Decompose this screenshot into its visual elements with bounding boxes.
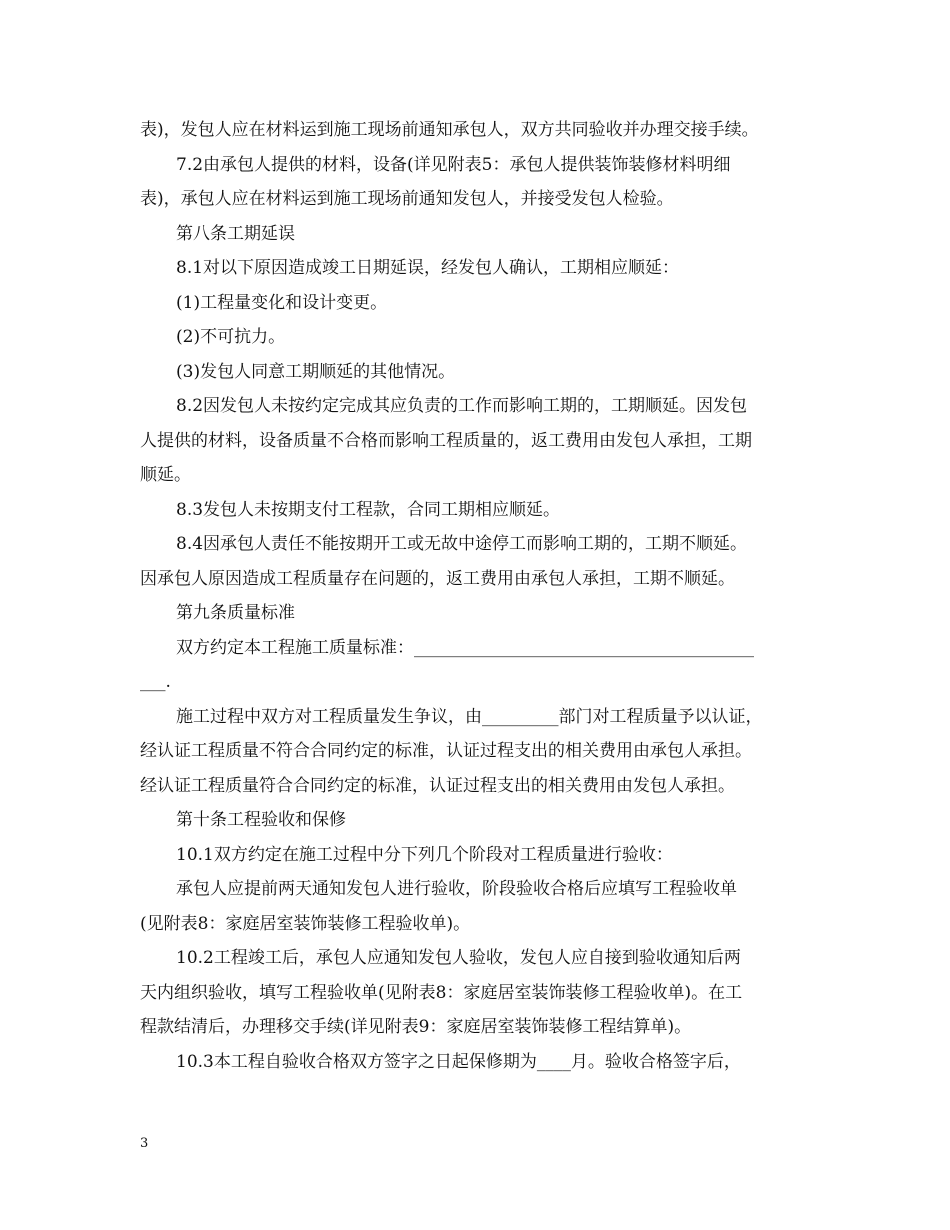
text-line: 经认证工程质量不符合合同约定的标准，认证过程支出的相关费用由承包人承担。 xyxy=(140,741,752,761)
text-line: (2)不可抗力。 xyxy=(176,327,286,347)
text-line: 8.1对以下原因造成竣工日期延误，经发包人确认，工期相应顺延： xyxy=(176,258,680,278)
text-line: 承包人应提前两天通知发包人进行验收，阶段验收合格后应填写工程验收单 xyxy=(176,879,737,899)
text-line: 人提供的材料，设备质量不合格而影响工程质量的，返工费用由发包人承担，工期 xyxy=(140,430,752,451)
page-number: 3 xyxy=(140,1136,149,1151)
text-line: 天内组织验收，填写工程验收单(见附表8：家庭居室装饰装修工程验收单)。在工 xyxy=(140,982,743,1003)
text-line: (见附表8：家庭居室装饰装修工程验收单)。 xyxy=(140,913,471,934)
text-line: 施工过程中双方对工程质量发生争议，由_________部门对工程质量予以认证， xyxy=(176,706,763,727)
text-line: 第十条工程验收和保修 xyxy=(176,810,346,830)
text-line: 双方约定本工程施工质量标准：________________________________________ xyxy=(176,637,754,658)
document-body xyxy=(140,113,812,1079)
text-line: ___. xyxy=(140,672,171,692)
text-line: 程款结清后，办理移交手续(详见附表9：家庭居室装饰装修工程结算单)。 xyxy=(140,1017,692,1037)
text-line: 10.3本工程自验收合格双方签字之日起保修期为____月。验收合格签字后， xyxy=(176,1051,741,1072)
text-line: 第九条质量标准 xyxy=(176,603,295,623)
text-line: 表)，承包人应在材料运到施工现场前通知发包人，并接受发包人检验。 xyxy=(140,189,674,209)
text-line: 因承包人原因造成工程质量存在问题的，返工费用由承包人承担，工期不顺延。 xyxy=(140,568,735,589)
text-line: 第八条工期延误 xyxy=(176,223,295,244)
text-line: 顺延。 xyxy=(140,465,191,485)
text-line: 经认证工程质量符合合同约定的标准，认证过程支出的相关费用由发包人承担。 xyxy=(140,775,735,796)
text-line: 表)，发包人应在材料运到施工现场前通知承包人，双方共同验收并办理交接手续。 xyxy=(140,120,759,140)
text-line: 10.1双方约定在施工过程中分下列几个阶段对工程质量进行验收： xyxy=(176,844,673,865)
text-line: 10.2工程竣工后，承包人应通知发包人验收，发包人应自接到验收通知后两 xyxy=(176,948,741,968)
text-line: 8.2因发包人未按约定完成其应负责的工作而影响工期的，工期顺延。因发包 xyxy=(176,396,748,416)
text-line: 7.2由承包人提供的材料，设备(详见附表5：承包人提供装饰装修材料明细 xyxy=(176,154,731,175)
text-line: 8.4因承包人责任不能按期开工或无故中途停工而影响工期的，工期不顺延。 xyxy=(176,534,748,554)
text-line: 8.3发包人未按期支付工程款，合同工期相应顺延。 xyxy=(176,499,561,520)
text-line: (3)发包人同意工期顺延的其他情况。 xyxy=(176,361,456,382)
text-line: (1)工程量变化和设计变更。 xyxy=(176,292,388,313)
